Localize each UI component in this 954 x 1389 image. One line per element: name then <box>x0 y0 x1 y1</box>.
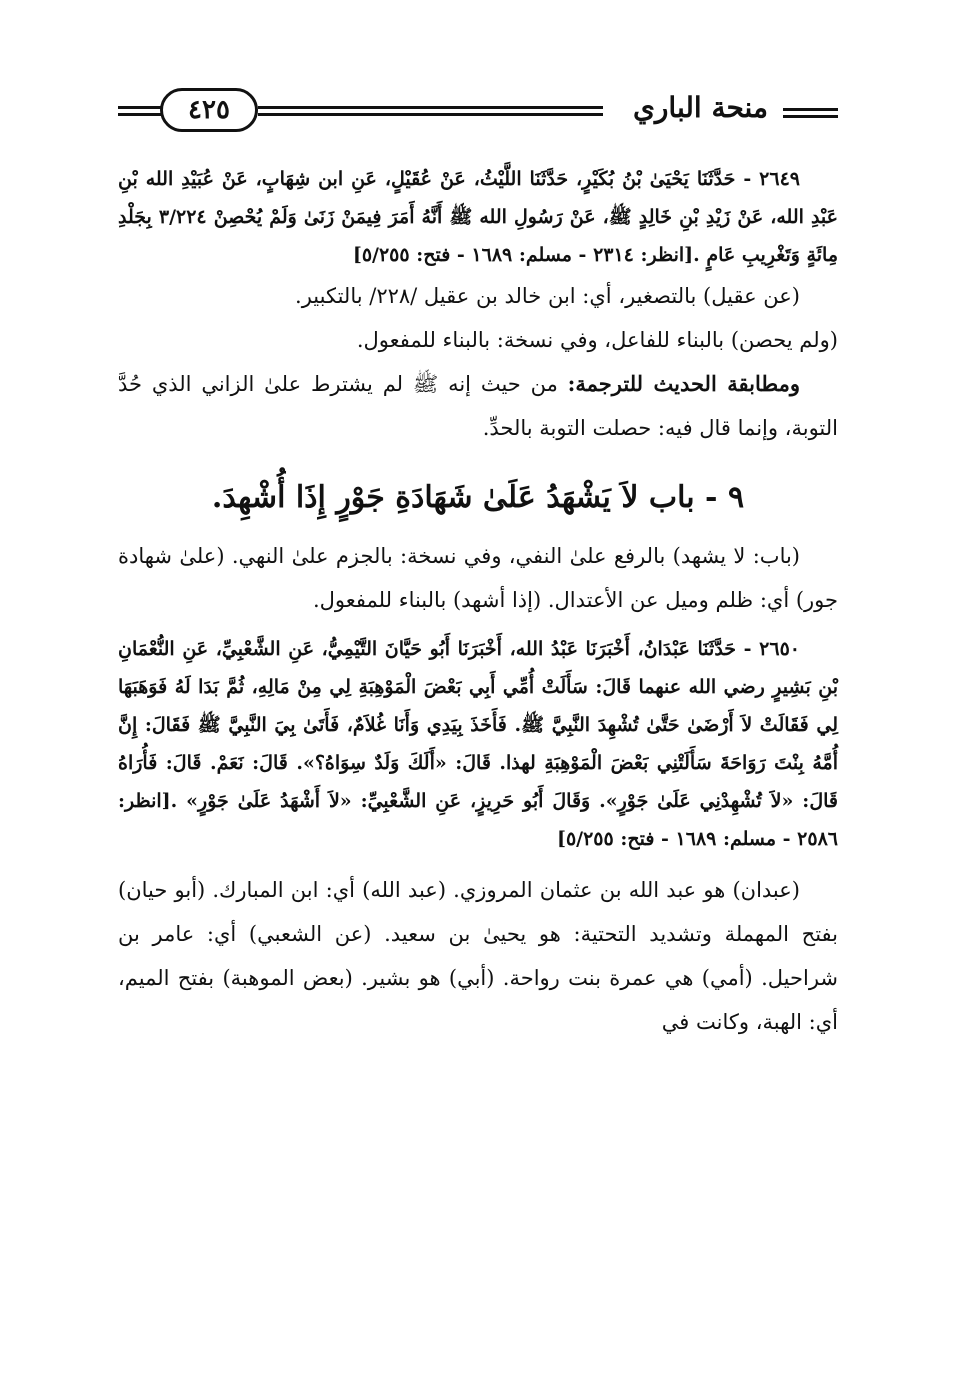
correspondence-text: من حيث إنه ﷺ لم يشترط علىٰ الزاني الذي حُدَّ التوبة، وإنما قال فيه: حصلت التوبة بالحدِّ. <box>118 372 838 440</box>
commentary-aqil: (عن عقيل) بالتصغير، أي: ابن خالد بن عقيل /٢٢٨/ بالتكبير. <box>295 284 800 308</box>
commentary-yuhsin: (ولم يحصن) بالبناء للفاعل، وفي نسخة: بالبناء للمفعول. <box>356 328 838 352</box>
commentary-correspondence <box>118 362 838 450</box>
page-number-badge <box>160 88 258 132</box>
header-rule-right <box>783 108 838 118</box>
header-rule-left <box>118 106 162 116</box>
header-rule-middle <box>258 106 603 116</box>
page-content <box>118 160 838 1044</box>
hadith-2650: ٢٦٥٠ - حَدَّثَنَا عَبْدَانُ، أَخْبَرَنَا عَبْدُ الله، أَخْبَرَنَا أَبُو حَيَّانَ التَّيْمِيُّ، عَنِ الشَّعْبِيِّ، عَنِ النُّعْمَانِ بْنِ بَشِيرٍ رضي الله عنهما قَالَ: سَأَلَتْ أُمِّي أَبِي بَعْضَ الْمَوْهِبَةِ لِي مِنْ مَالِهِ، ثُمَّ بَدَا لَهُ فَوَهَبَهَا لِي فَقَالَتْ لاَ أَرْضَىٰ حَتَّىٰ تُشْهِدَ النَّبِيَّ ﷺ. فَأَخَذَ بِيَدِي وَأَنَا غُلاَمٌ، فَأَتَىٰ بِيَ النَّبِيَّ ﷺ فَقَالَ: إِنَّ أُمَّهُ بِنْتَ رَوَاحَةَ سَأَلَتْنِي بَعْضَ الْمَوْهِبَةِ لهذا. قَالَ: «أَلَكَ وَلَدٌ سِوَاهُ؟». قَالَ: نَعَمْ. قَالَ: فَأُرَاهُ قَالَ: «لاَ تُشْهِدْنِي عَلَىٰ جَوْرٍ». وَقَالَ أَبُو حَرِيزٍ، عَنِ الشَّعْبِيِّ: «لاَ أَشْهَدُ عَلَىٰ جَوْرٍ» .[انظر: ٢٥٨٦ - مسلم: ١٦٨٩ - فتح: ٥/٢٥٥] <box>118 638 838 850</box>
page-number: ٤٢٥ <box>188 95 230 125</box>
commentary-chapter: (باب: لا يشهد) بالرفع علىٰ النفي، وفي نسخة: بالجزم علىٰ النهي. (علىٰ شهادة جور) أي: ظلم وميل عن الأعتدال. (إذا أشهد) بالبناء للمفعول. <box>118 544 838 612</box>
running-title: منحة الباري <box>632 91 768 124</box>
chapter-title: ٩ - باب لاَ يَشْهَدُ عَلَىٰ شَهَادَةِ جَوْرٍ إِذَا أُشْهِدَ. <box>211 480 745 515</box>
commentary-hadith-2650: (عبدان) هو عبد الله بن عثمان المروزي. (عبد الله) أي: ابن المبارك. (أبو حيان) بفتح المهملة وتشديد التحتية: هو يحيىٰ بن سعيد. (عن الشعبي) أي: عامر بن شراحيل. (أمي) هي عمرة بنت رواحة. (أبي) هو بشير. (بعض الموهبة) بفتح الميم، أي: الهبة، وكانت في <box>118 878 838 1034</box>
hadith-2649: ٢٦٤٩ - حَدَّثَنَا يَحْيَىٰ بْنُ بُكَيْرٍ، حَدَّثَنَا اللَّيْثُ، عَنْ عُقَيْلٍ، عَنِ ابن شِهَابٍ، عَنْ عُبَيْدِ الله بْنِ عَبْدِ الله، عَنْ زَيْدِ بْنِ خَالِدٍ ﷺ، عَنْ رَسُولِ الله ﷺ أَنَّهُ أَمَرَ فِيمَنْ زَنَىٰ وَلَمْ يُحْصِنْ ٣/٢٢٤ بِجَلْدِ مِائَةٍ وَتَغْرِيبِ عَامٍ .[انظر: ٢٣١٤ - مسلم: ١٦٨٩ - فتح: ٥/٢٥٥] <box>118 168 838 266</box>
correspondence-lead: ومطابقة الحديث للترجمة: <box>567 371 800 396</box>
page-header <box>118 82 838 142</box>
